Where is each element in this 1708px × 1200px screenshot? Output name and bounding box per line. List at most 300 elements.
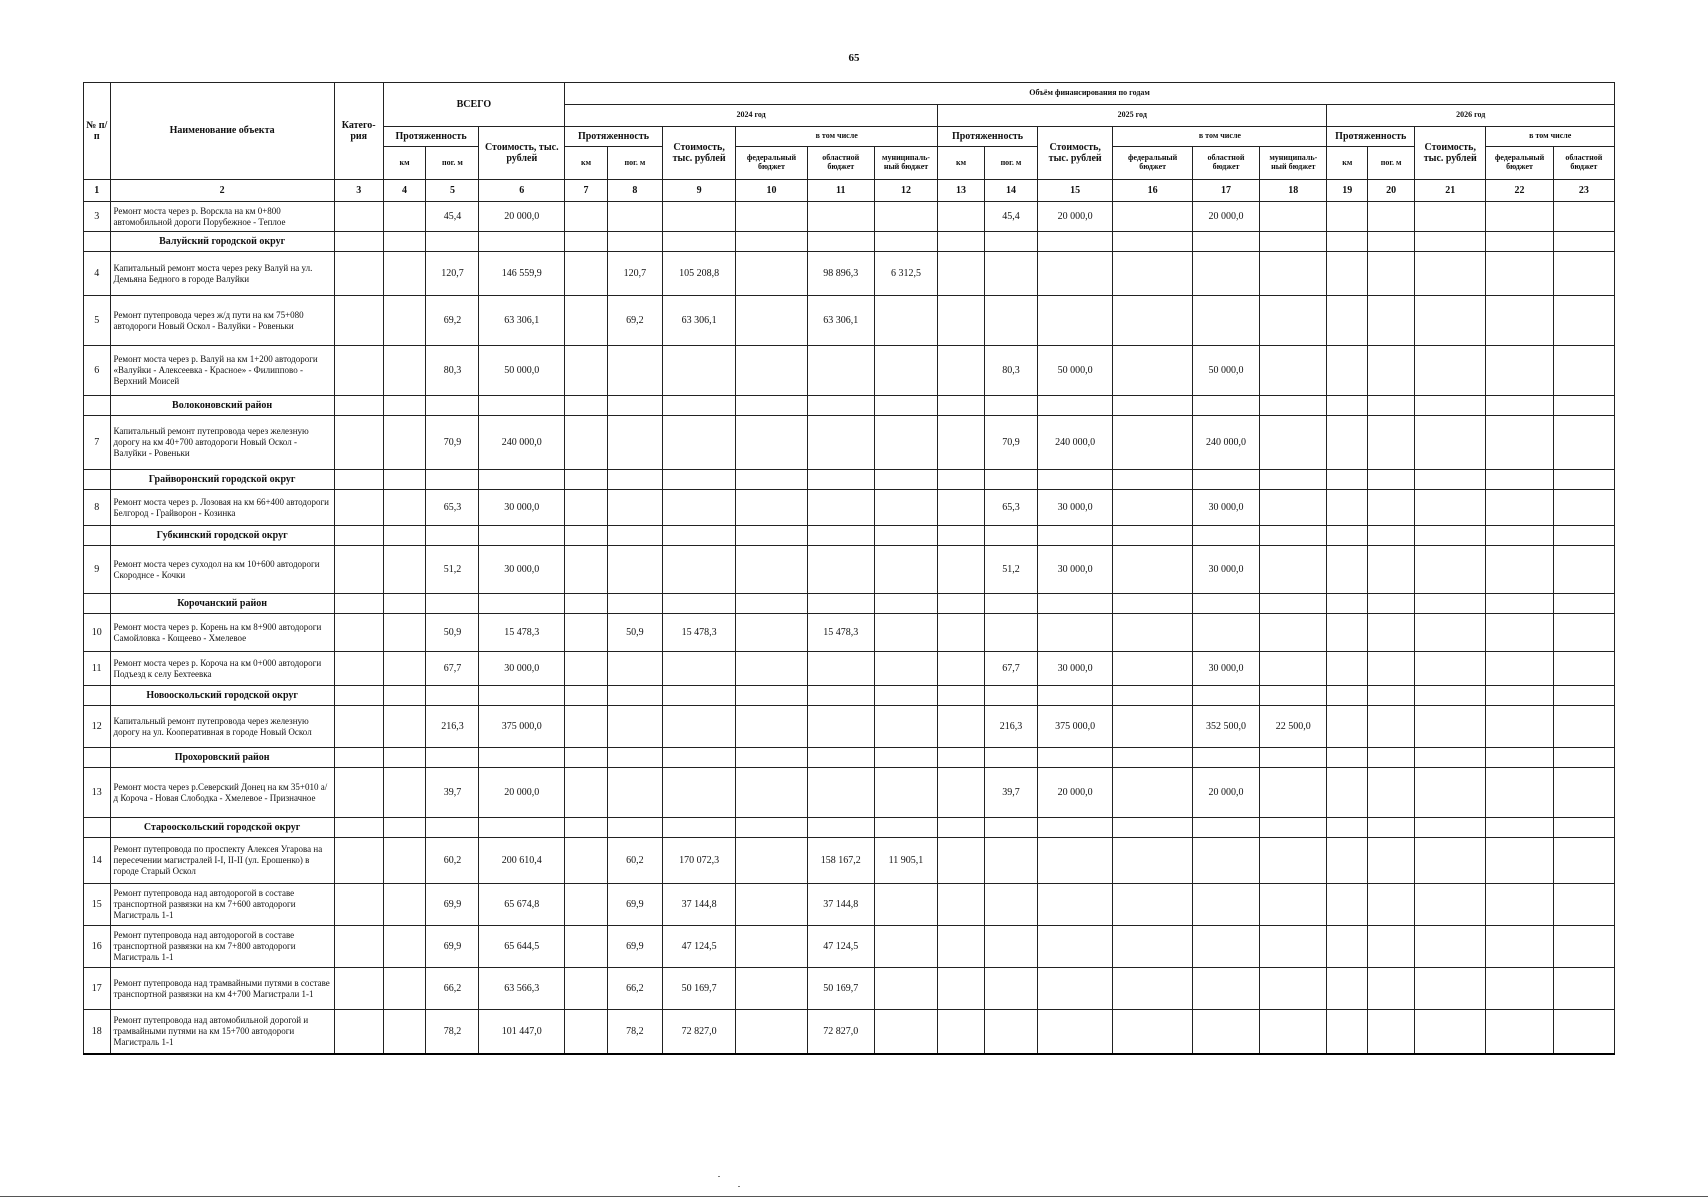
value-cell [984, 252, 1037, 296]
header-pogm-2026: пог. м [1368, 147, 1415, 180]
value-cell [1037, 838, 1112, 884]
value-cell [1368, 614, 1415, 652]
empty-cell [565, 526, 608, 546]
empty-cell [1260, 526, 1327, 546]
value-cell [1553, 490, 1614, 526]
header-pogm-total: пог. м [426, 147, 479, 180]
value-cell [1260, 968, 1327, 1010]
column-number: 3 [334, 180, 383, 202]
empty-cell [334, 594, 383, 614]
empty-cell [334, 470, 383, 490]
empty-cell [334, 526, 383, 546]
value-cell: 50 000,0 [1037, 346, 1112, 396]
value-cell [1415, 614, 1486, 652]
value-cell [1368, 252, 1415, 296]
empty-cell [1260, 470, 1327, 490]
value-cell [607, 652, 662, 686]
value-cell: 216,3 [984, 706, 1037, 748]
value-cell [1486, 346, 1553, 396]
value-cell [1260, 252, 1327, 296]
group-spacer [84, 396, 111, 416]
object-name: Ремонт путепровода через ж/д пути на км 75+080 автодороги Новый Оскол - Валуйки - Ровеньки [110, 296, 334, 346]
value-cell [1327, 296, 1368, 346]
value-cell: 67,7 [426, 652, 479, 686]
value-cell [874, 546, 937, 594]
empty-cell [334, 818, 383, 838]
group-row [84, 232, 1615, 252]
header-length-2024: Протяженность [565, 127, 663, 147]
empty-cell [938, 818, 985, 838]
header-km-total: км [383, 147, 426, 180]
group-spacer [84, 748, 111, 768]
empty-cell [1037, 526, 1112, 546]
value-cell [662, 490, 735, 526]
value-cell [1368, 416, 1415, 470]
value-cell [1327, 416, 1368, 470]
empty-cell [1553, 396, 1614, 416]
empty-cell [479, 594, 565, 614]
value-cell [1037, 614, 1112, 652]
value-cell: 78,2 [607, 1010, 662, 1054]
column-number: 12 [874, 180, 937, 202]
value-cell [1260, 416, 1327, 470]
group-spacer [84, 470, 111, 490]
value-cell [1260, 614, 1327, 652]
value-cell [334, 416, 383, 470]
value-cell [662, 706, 735, 748]
empty-cell [1192, 686, 1259, 706]
value-cell: 30 000,0 [479, 546, 565, 594]
value-cell [662, 652, 735, 686]
value-cell [607, 416, 662, 470]
group-spacer [84, 818, 111, 838]
empty-cell [1327, 594, 1368, 614]
row-number: 3 [84, 202, 111, 232]
value-cell [1260, 926, 1327, 968]
empty-cell [607, 594, 662, 614]
empty-cell [662, 396, 735, 416]
group-row [84, 748, 1615, 768]
empty-cell [383, 818, 426, 838]
header-cost-2026: Стоимость, тыс. рублей [1415, 127, 1486, 180]
empty-cell [1553, 686, 1614, 706]
empty-cell [807, 748, 874, 768]
value-cell [938, 546, 985, 594]
value-cell [938, 202, 985, 232]
value-cell [1260, 884, 1327, 926]
group-label: Губкинский городской округ [110, 526, 334, 546]
empty-cell [1553, 232, 1614, 252]
group-label: Прохоровский район [110, 748, 334, 768]
value-cell [383, 416, 426, 470]
header-cost-total: Стоимость, тыс. рублей [479, 127, 565, 180]
value-cell: 51,2 [984, 546, 1037, 594]
value-cell [1113, 838, 1193, 884]
empty-cell [334, 686, 383, 706]
value-cell: 20 000,0 [479, 202, 565, 232]
object-name: Ремонт моста через р. Лозовая на км 66+400 автодороги Белгород - Грайворон - Козинка [110, 490, 334, 526]
empty-cell [383, 526, 426, 546]
empty-cell [874, 470, 937, 490]
value-cell [1192, 838, 1259, 884]
value-cell [334, 838, 383, 884]
value-cell [1113, 202, 1193, 232]
table-row [84, 546, 1615, 594]
value-cell [1368, 1010, 1415, 1054]
value-cell [565, 884, 608, 926]
value-cell [607, 202, 662, 232]
value-cell [1486, 614, 1553, 652]
value-cell [383, 346, 426, 396]
value-cell [1260, 1010, 1327, 1054]
value-cell [1553, 346, 1614, 396]
value-cell: 11 905,1 [874, 838, 937, 884]
empty-cell [1113, 748, 1193, 768]
value-cell: 50 000,0 [1192, 346, 1259, 396]
empty-cell [807, 686, 874, 706]
header-year-2026: 2026 год [1327, 105, 1615, 127]
value-cell [1553, 252, 1614, 296]
value-cell [1327, 652, 1368, 686]
value-cell [1192, 252, 1259, 296]
value-cell [938, 416, 985, 470]
value-cell: 101 447,0 [479, 1010, 565, 1054]
value-cell [1113, 490, 1193, 526]
value-cell [1327, 252, 1368, 296]
value-cell: 78,2 [426, 1010, 479, 1054]
value-cell: 72 827,0 [807, 1010, 874, 1054]
header-cost-2025: Стоимость, тыс. рублей [1037, 127, 1112, 180]
empty-cell [1260, 748, 1327, 768]
value-cell [1327, 968, 1368, 1010]
value-cell [938, 346, 985, 396]
value-cell: 30 000,0 [479, 490, 565, 526]
empty-cell [984, 594, 1037, 614]
empty-cell [1327, 232, 1368, 252]
value-cell: 65,3 [984, 490, 1037, 526]
column-number: 19 [1327, 180, 1368, 202]
value-cell [1327, 202, 1368, 232]
empty-cell [874, 526, 937, 546]
empty-cell [426, 526, 479, 546]
value-cell: 146 559,9 [479, 252, 565, 296]
value-cell [984, 884, 1037, 926]
scan-edge-line [0, 1196, 1708, 1197]
object-name: Ремонт моста через р.Северский Донец на км 35+010 а/д Короча - Новая Слободка - Хмелевое - Призначное [110, 768, 334, 818]
empty-cell [565, 686, 608, 706]
empty-cell [807, 594, 874, 614]
empty-cell [1368, 594, 1415, 614]
value-cell [1553, 296, 1614, 346]
value-cell [1113, 1010, 1193, 1054]
empty-cell [1553, 526, 1614, 546]
empty-cell [807, 526, 874, 546]
group-spacer [84, 594, 111, 614]
value-cell [938, 252, 985, 296]
value-cell [1368, 652, 1415, 686]
value-cell [1327, 346, 1368, 396]
header-including-2025: в том числе [1113, 127, 1327, 147]
value-cell [874, 968, 937, 1010]
empty-cell [565, 396, 608, 416]
empty-cell [662, 470, 735, 490]
empty-cell [1486, 818, 1553, 838]
value-cell [1327, 926, 1368, 968]
value-cell: 65 644,5 [479, 926, 565, 968]
value-cell [938, 926, 985, 968]
group-label: Старооскольский городской округ [110, 818, 334, 838]
value-cell [984, 838, 1037, 884]
value-cell [1113, 614, 1193, 652]
value-cell [1415, 968, 1486, 1010]
value-cell [1415, 296, 1486, 346]
empty-cell [1415, 594, 1486, 614]
empty-cell [1327, 526, 1368, 546]
value-cell: 20 000,0 [1037, 768, 1112, 818]
value-cell [334, 490, 383, 526]
empty-cell [334, 748, 383, 768]
object-name: Ремонт путепровода над трамвайными путями в составе транспортной развязки на км 4+700 Магистрали 1-1 [110, 968, 334, 1010]
group-row [84, 526, 1615, 546]
row-number: 14 [84, 838, 111, 884]
value-cell [1113, 968, 1193, 1010]
empty-cell [479, 748, 565, 768]
column-number-row [84, 180, 1615, 202]
value-cell [874, 416, 937, 470]
value-cell [662, 546, 735, 594]
value-cell [1415, 252, 1486, 296]
value-cell [736, 768, 807, 818]
empty-cell [1327, 396, 1368, 416]
value-cell [1486, 706, 1553, 748]
empty-cell [607, 526, 662, 546]
value-cell [565, 706, 608, 748]
header-name: Наименование объекта [110, 83, 334, 180]
value-cell [874, 1010, 937, 1054]
empty-cell [736, 686, 807, 706]
empty-cell [1415, 818, 1486, 838]
value-cell [607, 768, 662, 818]
value-cell: 63 306,1 [807, 296, 874, 346]
header-length-2025: Протяженность [938, 127, 1038, 147]
value-cell [1113, 706, 1193, 748]
value-cell [565, 346, 608, 396]
table-row [84, 252, 1615, 296]
value-cell [938, 490, 985, 526]
empty-cell [1368, 396, 1415, 416]
table-row [84, 1010, 1615, 1054]
value-cell [1553, 926, 1614, 968]
column-number: 18 [1260, 180, 1327, 202]
value-cell [1327, 884, 1368, 926]
empty-cell [984, 232, 1037, 252]
value-cell [1260, 202, 1327, 232]
value-cell [807, 346, 874, 396]
value-cell [334, 1010, 383, 1054]
value-cell [938, 838, 985, 884]
empty-cell [807, 470, 874, 490]
value-cell [383, 968, 426, 1010]
value-cell [383, 884, 426, 926]
header-km-2024: км [565, 147, 608, 180]
value-cell: 47 124,5 [662, 926, 735, 968]
value-cell [1368, 296, 1415, 346]
value-cell [1415, 926, 1486, 968]
value-cell [984, 296, 1037, 346]
group-label: Волоконовский район [110, 396, 334, 416]
value-cell [1415, 1010, 1486, 1054]
empty-cell [426, 232, 479, 252]
value-cell [334, 546, 383, 594]
value-cell: 37 144,8 [807, 884, 874, 926]
value-cell [1486, 416, 1553, 470]
empty-cell [383, 686, 426, 706]
empty-cell [984, 396, 1037, 416]
header-including-2026: в том числе [1486, 127, 1615, 147]
empty-cell [662, 526, 735, 546]
value-cell [1368, 490, 1415, 526]
value-cell: 15 478,3 [662, 614, 735, 652]
empty-cell [426, 686, 479, 706]
value-cell [383, 706, 426, 748]
empty-cell [479, 686, 565, 706]
value-cell [1486, 490, 1553, 526]
value-cell [1368, 768, 1415, 818]
value-cell [807, 768, 874, 818]
value-cell [383, 838, 426, 884]
empty-cell [1486, 396, 1553, 416]
value-cell [874, 926, 937, 968]
value-cell [1113, 296, 1193, 346]
value-cell [984, 1010, 1037, 1054]
value-cell [334, 884, 383, 926]
table-body [84, 202, 1615, 1054]
empty-cell [334, 396, 383, 416]
value-cell: 65 674,8 [479, 884, 565, 926]
value-cell: 375 000,0 [1037, 706, 1112, 748]
empty-cell [383, 594, 426, 614]
empty-cell [1553, 470, 1614, 490]
empty-cell [1037, 594, 1112, 614]
empty-cell [1037, 396, 1112, 416]
value-cell: 30 000,0 [1192, 490, 1259, 526]
value-cell [874, 614, 937, 652]
table-row [84, 490, 1615, 526]
column-number: 9 [662, 180, 735, 202]
value-cell: 22 500,0 [1260, 706, 1327, 748]
value-cell [807, 202, 874, 232]
value-cell [1113, 346, 1193, 396]
value-cell [383, 926, 426, 968]
empty-cell [1192, 818, 1259, 838]
value-cell [984, 968, 1037, 1010]
empty-cell [1368, 232, 1415, 252]
empty-cell [984, 748, 1037, 768]
value-cell [334, 252, 383, 296]
value-cell [383, 490, 426, 526]
header-category: Катего-рия [334, 83, 383, 180]
header-no: № п/п [84, 83, 111, 180]
value-cell [1260, 296, 1327, 346]
empty-cell [938, 396, 985, 416]
empty-cell [1368, 686, 1415, 706]
empty-cell [1192, 748, 1259, 768]
empty-cell [1368, 470, 1415, 490]
header-cost-2024: Стоимость, тыс. рублей [662, 127, 735, 180]
value-cell [334, 926, 383, 968]
column-number: 16 [1113, 180, 1193, 202]
value-cell: 15 478,3 [807, 614, 874, 652]
empty-cell [662, 686, 735, 706]
empty-cell [1192, 396, 1259, 416]
value-cell [938, 706, 985, 748]
value-cell: 67,7 [984, 652, 1037, 686]
empty-cell [565, 748, 608, 768]
value-cell: 170 072,3 [662, 838, 735, 884]
value-cell [807, 706, 874, 748]
object-name: Ремонт путепровода над автодорогой в составе транспортной развязки на км 7+800 автодороги Магистраль 1-1 [110, 926, 334, 968]
value-cell [1113, 252, 1193, 296]
empty-cell [565, 232, 608, 252]
value-cell [565, 968, 608, 1010]
row-number: 4 [84, 252, 111, 296]
empty-cell [1486, 748, 1553, 768]
value-cell [736, 346, 807, 396]
value-cell [1368, 968, 1415, 1010]
value-cell [565, 614, 608, 652]
value-cell: 50,9 [426, 614, 479, 652]
column-number: 11 [807, 180, 874, 202]
header-regional-2024: областной бюджет [807, 147, 874, 180]
group-spacer [84, 232, 111, 252]
value-cell [334, 202, 383, 232]
value-cell [662, 416, 735, 470]
value-cell [736, 416, 807, 470]
value-cell [607, 346, 662, 396]
empty-cell [383, 470, 426, 490]
header-total: ВСЕГО [383, 83, 564, 127]
value-cell [1415, 706, 1486, 748]
value-cell [1553, 614, 1614, 652]
group-spacer [84, 526, 111, 546]
empty-cell [1486, 526, 1553, 546]
value-cell: 50 169,7 [662, 968, 735, 1010]
row-number: 18 [84, 1010, 111, 1054]
value-cell: 30 000,0 [1037, 652, 1112, 686]
empty-cell [1037, 748, 1112, 768]
value-cell: 69,2 [607, 296, 662, 346]
value-cell [736, 926, 807, 968]
value-cell [565, 416, 608, 470]
value-cell: 37 144,8 [662, 884, 735, 926]
column-number: 7 [565, 180, 608, 202]
value-cell [1113, 416, 1193, 470]
value-cell [1037, 884, 1112, 926]
empty-cell [807, 818, 874, 838]
value-cell: 30 000,0 [1192, 546, 1259, 594]
value-cell [1368, 838, 1415, 884]
empty-cell [383, 232, 426, 252]
empty-cell [662, 748, 735, 768]
empty-cell [1260, 396, 1327, 416]
value-cell [736, 296, 807, 346]
group-row [84, 396, 1615, 416]
value-cell [334, 768, 383, 818]
empty-cell [1113, 470, 1193, 490]
value-cell [984, 614, 1037, 652]
empty-cell [736, 470, 807, 490]
empty-cell [874, 686, 937, 706]
